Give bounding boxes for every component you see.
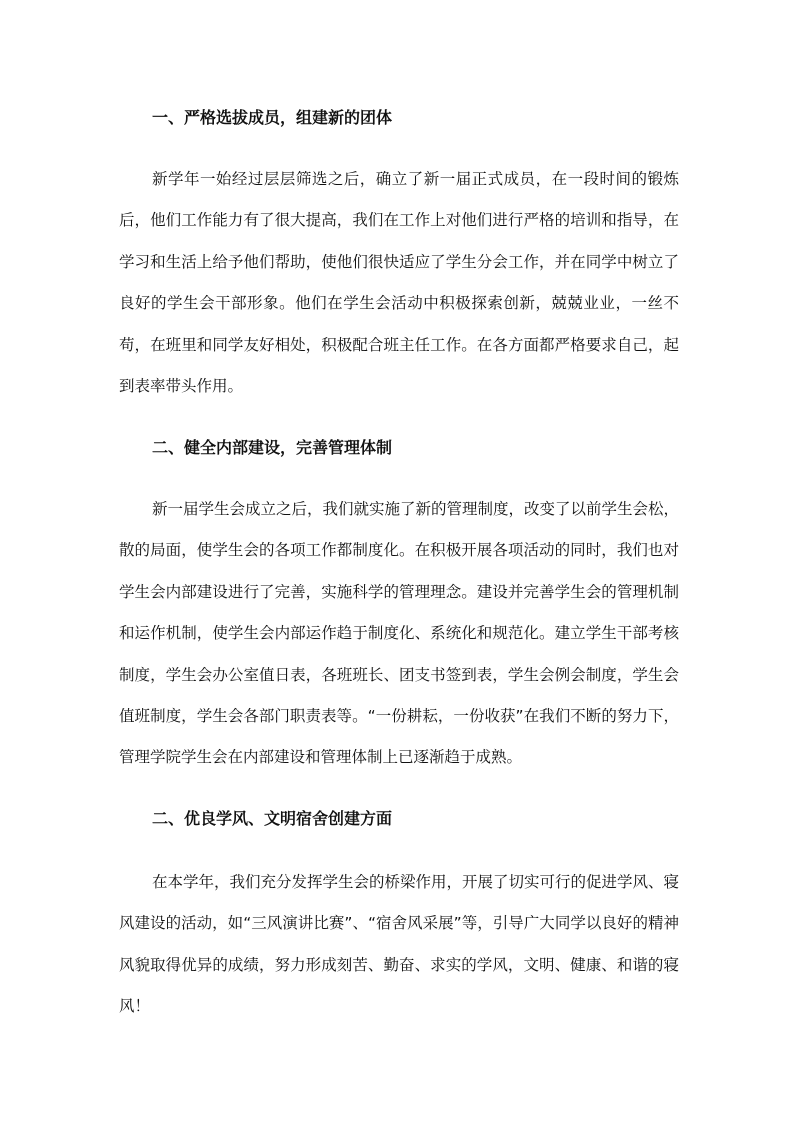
section-1-paragraph: 新学年一始经过层层筛选之后，确立了新一届正式成员，在一段时间的锻炼后，他们工作能力有了很大提高，我们在工作上对他们进行严格的培训和指导，在学习和生活上给予他们帮助，使他们很快适应了学生分会工作，并在同学中树立了良好的学生会干部形象。他们在学生会活动中积极探索创新，兢兢业业，一丝不苟，在班里和同学友好相处，积极配合班主任工作。在各方面都严格要求自己，起到表率带头作用。 xyxy=(119,170,679,396)
section-2-paragraph: 新一届学生会成立之后，我们就实施了新的管理制度，改变了以前学生会松，散的局面，使学生会的各项工作都制度化。在积极开展各项活动的同时，我们也对学生会内部建设进行了完善，实施科学的管理理念。建设并完善学生会的管理机制和运作机制，使学生会内部运作趋于制度化、系统化和规范化。建立学生干部考核制度，学生会办公室值日表，各班班长、团支书签到表，学生会例会制度，学生会值班制度，学生会各部门职责表等。“一份耕耘，一份收获”在我们不断的努力下，管理学院学生会在内部建设和管理体制上已逐渐趋于成熟。 xyxy=(119,500,680,767)
section-2-heading: 二、健全内部建设，完善管理体制 xyxy=(152,438,393,457)
section-3-paragraph: 在本学年，我们充分发挥学生会的桥梁作用，开展了切实可行的促进学风、寝风建设的活动，如“三风演讲比赛”、“宿舍风采展”等，引导广大同学以良好的精神风貌取得优异的成绩，努力形成刻苦、勤奋、求实的学风，文明、健康、和谐的寝风！ xyxy=(119,873,680,1016)
section-3-heading: 二、优良学风、文明宿舍创建方面 xyxy=(152,809,393,828)
section-1-heading: 一、严格选拔成员，组建新的团体 xyxy=(152,108,393,127)
